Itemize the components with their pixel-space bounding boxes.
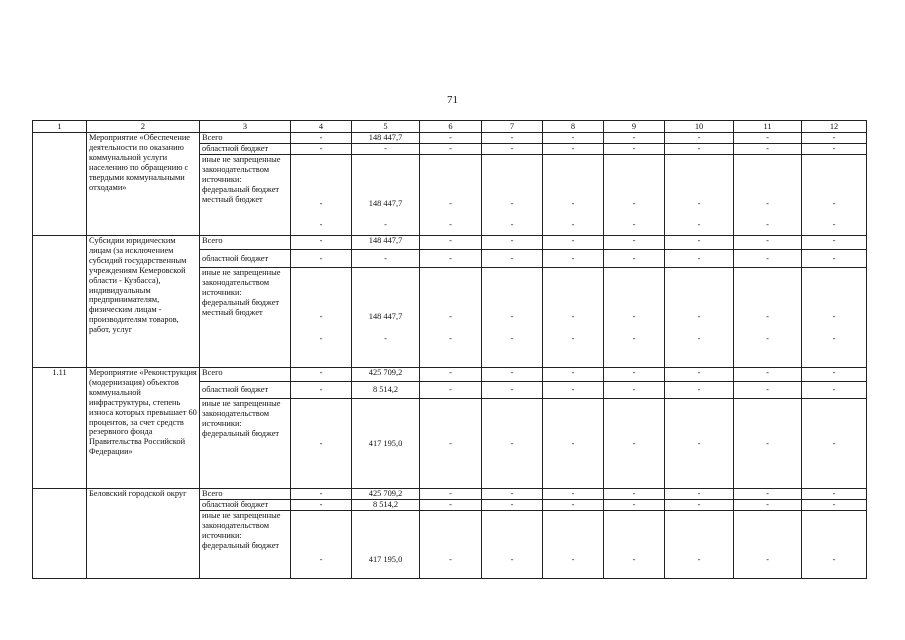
budget-table bbox=[32, 120, 867, 579]
value-cell: - bbox=[482, 399, 543, 489]
value-cell: - bbox=[543, 500, 604, 511]
value-cell: 148 447,7 - bbox=[352, 155, 420, 236]
value-cell: - bbox=[291, 399, 352, 489]
value-cell: - bbox=[352, 250, 420, 268]
measure-name: Мероприятие «Обеспечение деятельности по оказанию коммунальной услуги населению по обращению с твердыми коммунальными отходами» bbox=[87, 133, 200, 236]
value-cell: 8 514,2 bbox=[352, 500, 420, 511]
value-cell: - - bbox=[665, 268, 734, 368]
source-label-group bbox=[200, 511, 291, 579]
value-cell: - bbox=[420, 236, 482, 250]
measure-name: Беловский городской округ bbox=[87, 489, 200, 579]
measure-name: Мероприятие «Реконструкция (модернизация) объектов коммунальной инфраструктуры, степень износа которых превышает 60 процентов, за счет средств резервного фонда Правительства Российской Федерации» bbox=[87, 368, 200, 489]
value-cell: - bbox=[482, 144, 543, 155]
value-cell: - - bbox=[482, 268, 543, 368]
source-label: иные не запрещенные законодательством источники: bbox=[202, 399, 281, 428]
source-label: иные не запрещенные законодательством источники: bbox=[202, 511, 281, 540]
value-cell: - bbox=[802, 399, 867, 489]
value-cell: - bbox=[291, 489, 352, 500]
value-cell: - bbox=[291, 500, 352, 511]
value-cell: - bbox=[543, 144, 604, 155]
value-cell: 148 447,7 bbox=[352, 236, 420, 250]
value-cell: - bbox=[802, 250, 867, 268]
value-cell: 8 514,2 bbox=[352, 382, 420, 399]
source-label: иные не запрещенные законодательством источники: bbox=[202, 268, 281, 297]
value-cell: - bbox=[543, 236, 604, 250]
value-cell: - bbox=[665, 368, 734, 382]
column-header: 11 bbox=[734, 121, 802, 133]
source-label: федеральный бюджет bbox=[202, 184, 280, 194]
column-header: 9 bbox=[604, 121, 665, 133]
source-label: Всего bbox=[200, 133, 291, 144]
value-cell: - bbox=[604, 250, 665, 268]
value-cell: - bbox=[734, 489, 802, 500]
value-cell: - bbox=[604, 511, 665, 579]
value-cell: - bbox=[734, 382, 802, 399]
value-cell: - bbox=[604, 236, 665, 250]
value-cell: - bbox=[665, 382, 734, 399]
value-cell: - - bbox=[604, 268, 665, 368]
value-cell: - bbox=[420, 500, 482, 511]
column-header: 1 bbox=[33, 121, 87, 133]
column-header-row bbox=[33, 121, 867, 133]
value-cell: - bbox=[291, 511, 352, 579]
value-cell: - bbox=[482, 500, 543, 511]
value-cell: - - bbox=[665, 155, 734, 236]
value-cell: - - bbox=[802, 155, 867, 236]
value-cell: - bbox=[291, 368, 352, 382]
value-cell: - bbox=[291, 250, 352, 268]
value-cell: - bbox=[543, 511, 604, 579]
value-cell: 425 709,2 bbox=[352, 368, 420, 382]
source-label: Всего bbox=[200, 236, 291, 250]
value-cell: 148 447,7 bbox=[352, 133, 420, 144]
column-header: 4 bbox=[291, 121, 352, 133]
source-label: Всего bbox=[200, 368, 291, 382]
value-cell: - - bbox=[420, 268, 482, 368]
value-cell: 417 195,0 bbox=[352, 399, 420, 489]
source-label: местный бюджет bbox=[202, 194, 263, 204]
value-cell: - - bbox=[734, 155, 802, 236]
column-header: 6 bbox=[420, 121, 482, 133]
source-label: областной бюджет bbox=[200, 500, 291, 511]
value-cell: - bbox=[291, 382, 352, 399]
value-cell: - bbox=[665, 144, 734, 155]
value-cell: - - bbox=[734, 268, 802, 368]
table-row bbox=[33, 368, 867, 382]
value-cell: - - bbox=[802, 268, 867, 368]
source-label: иные не запрещенные законодательством источники: bbox=[202, 155, 281, 184]
value-cell: - bbox=[420, 489, 482, 500]
value-cell: - bbox=[420, 511, 482, 579]
value-cell: - bbox=[665, 489, 734, 500]
value-cell: - bbox=[802, 236, 867, 250]
column-header: 3 bbox=[200, 121, 291, 133]
value-cell: - bbox=[802, 382, 867, 399]
value-cell: - bbox=[604, 500, 665, 511]
source-label-group bbox=[200, 155, 291, 236]
source-label: областной бюджет bbox=[200, 250, 291, 268]
value-cell: - bbox=[734, 133, 802, 144]
value-cell: - bbox=[420, 133, 482, 144]
value-cell: - bbox=[802, 368, 867, 382]
value-cell: - bbox=[665, 250, 734, 268]
value-cell: - bbox=[482, 368, 543, 382]
source-label-group bbox=[200, 399, 291, 489]
value-cell: - - bbox=[543, 155, 604, 236]
source-label: Всего bbox=[200, 489, 291, 500]
source-label: федеральный бюджет bbox=[202, 297, 280, 307]
row-code: 1.11 bbox=[33, 368, 87, 489]
value-cell: - bbox=[604, 382, 665, 399]
value-cell: - bbox=[604, 368, 665, 382]
source-label-group bbox=[200, 268, 291, 368]
value-cell: - bbox=[482, 489, 543, 500]
value-cell: - bbox=[734, 399, 802, 489]
value-cell: - bbox=[802, 144, 867, 155]
value-cell: 417 195,0 bbox=[352, 511, 420, 579]
value-cell: - bbox=[665, 236, 734, 250]
value-cell: - bbox=[420, 368, 482, 382]
source-label: областной бюджет bbox=[200, 144, 291, 155]
value-cell: - - bbox=[420, 155, 482, 236]
value-cell: - bbox=[543, 489, 604, 500]
value-cell: - bbox=[665, 511, 734, 579]
value-cell: - bbox=[665, 133, 734, 144]
value-cell: - bbox=[352, 144, 420, 155]
table-row bbox=[33, 489, 867, 500]
source-label: областной бюджет bbox=[200, 382, 291, 399]
value-cell: - bbox=[802, 489, 867, 500]
value-cell: - bbox=[420, 382, 482, 399]
value-cell: - bbox=[802, 511, 867, 579]
value-cell: - bbox=[734, 500, 802, 511]
table-row bbox=[33, 133, 867, 144]
value-cell: - bbox=[482, 133, 543, 144]
value-cell: - bbox=[543, 250, 604, 268]
value-cell: 148 447,7 - bbox=[352, 268, 420, 368]
value-cell: - bbox=[734, 250, 802, 268]
value-cell: - bbox=[482, 250, 543, 268]
value-cell: - bbox=[665, 399, 734, 489]
row-code-cell bbox=[33, 133, 87, 236]
value-cell: - bbox=[420, 250, 482, 268]
value-cell: - bbox=[543, 133, 604, 144]
value-cell: - bbox=[543, 368, 604, 382]
column-header: 7 bbox=[482, 121, 543, 133]
value-cell: - bbox=[802, 133, 867, 144]
value-cell: - bbox=[665, 500, 734, 511]
value-cell: - bbox=[734, 236, 802, 250]
column-header: 10 bbox=[665, 121, 734, 133]
value-cell: - bbox=[420, 399, 482, 489]
value-cell: - bbox=[543, 382, 604, 399]
value-cell: - bbox=[291, 133, 352, 144]
row-code-cell bbox=[33, 236, 87, 368]
column-header: 8 bbox=[543, 121, 604, 133]
page-number: 71 bbox=[447, 94, 458, 106]
value-cell: - bbox=[734, 511, 802, 579]
column-header: 2 bbox=[87, 121, 200, 133]
value-cell: - bbox=[482, 382, 543, 399]
value-cell: - - bbox=[482, 155, 543, 236]
row-code-cell bbox=[33, 489, 87, 579]
source-label: федеральный бюджет bbox=[202, 540, 280, 550]
value-cell: - bbox=[291, 144, 352, 155]
value-cell: - - bbox=[543, 268, 604, 368]
value-cell: - bbox=[734, 144, 802, 155]
measure-name: Субсидии юридическим лицам (за исключением субсидий государственным учреждениям Кемеровской области - Кузбасса), индивидуальным предпринимателям, физическим лицам - производителям товаров, работ, услуг bbox=[87, 236, 200, 368]
value-cell: - bbox=[604, 489, 665, 500]
value-cell: - bbox=[604, 399, 665, 489]
value-cell: - bbox=[604, 144, 665, 155]
value-cell: - bbox=[604, 133, 665, 144]
value-cell: - bbox=[482, 236, 543, 250]
column-header: 12 bbox=[802, 121, 867, 133]
value-cell: - bbox=[802, 500, 867, 511]
value-cell: - bbox=[482, 511, 543, 579]
table-row bbox=[33, 236, 867, 250]
value-cell: - - bbox=[291, 155, 352, 236]
value-cell: - bbox=[420, 144, 482, 155]
value-cell: - - bbox=[604, 155, 665, 236]
value-cell: - - bbox=[291, 268, 352, 368]
source-label: местный бюджет bbox=[202, 307, 263, 317]
value-cell: - bbox=[543, 399, 604, 489]
value-cell: - bbox=[734, 368, 802, 382]
value-cell: - bbox=[291, 236, 352, 250]
source-label: федеральный бюджет bbox=[202, 428, 280, 438]
value-cell: 425 709,2 bbox=[352, 489, 420, 500]
column-header: 5 bbox=[352, 121, 420, 133]
